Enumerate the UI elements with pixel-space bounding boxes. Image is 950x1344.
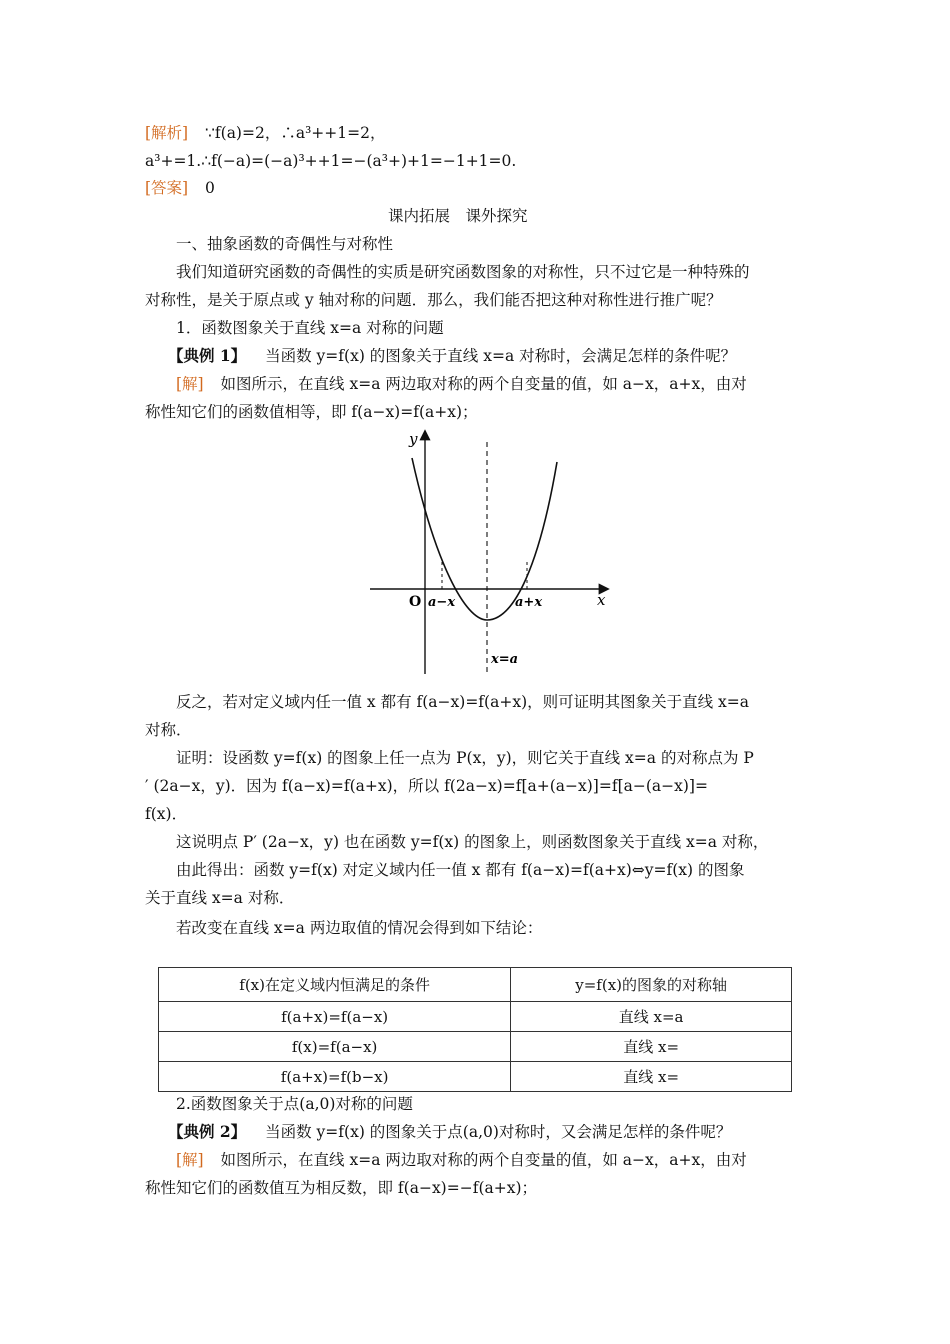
proof-line-2: ′ (2a−x，y)．因为 f(a−x)=f(a+x)，所以 f(2a−x)=f[a+(a−x)]=f[a−(a−x)]= [145,777,708,795]
subheading-2: 2.函数图象关于点(a,0)对称的问题 [176,1095,413,1113]
answer-tag: [答案] [145,179,189,197]
analysis-line-2: a³+=1.∴f(−a)=(−a)³++1=−(a³+)+1=−1+1=0. [145,152,517,170]
paragraph-4: 这说明点 P′ (2a−x，y) 也在函数 y=f(x) 的图象上，则函数图象关于直线 x=a 对称， [176,833,769,851]
heading-1: 一、抽象函数的奇偶性与对称性 [176,235,394,253]
solution-2a [176,1149,810,1171]
conclusion-line-2: 关于直线 x=a 对称． [145,889,295,907]
table-cell: f(a+x)=f(b−x) [159,1062,511,1092]
solution-1a [176,373,810,395]
example-1-tag: 【典例 1】 [168,346,247,365]
paragraph-2b: 对称． [145,721,192,739]
symmetry-axis-label: x=a [491,652,519,667]
table-header-row [159,968,792,1002]
analysis-tag: [解析] [145,124,189,142]
table-row [159,1062,792,1092]
solution-2b: 称性知它们的函数值互为相反数，即 f(a−x)=−f(a+x)； [145,1179,538,1197]
table-cell: 直线 x=a [511,1002,792,1032]
answer-text: 0 [205,179,215,197]
proof-line-3: f(x)． [145,805,188,823]
solution-1-text: 如图所示，在直线 x=a 两边取对称的两个自变量的值，如 a−x，a+x，由对 [220,375,747,393]
example-2 [168,1121,833,1143]
proof-line-1: 证明：设函数 y=f(x) 的图象上任一点为 P(x，y)，则它关于直线 x=a 的对称点为 P [176,749,754,767]
table-cell: f(x)=f(a−x) [159,1032,511,1062]
table-cell: f(a+x)=f(a−x) [159,1002,511,1032]
analysis-line [145,122,810,144]
table-row [159,1032,792,1062]
answer-line [145,177,810,199]
solution-1b: 称性知它们的函数值相等，即 f(a−x)=f(a+x)； [145,403,478,421]
table-header-cell: f(x)在定义域内恒满足的条件 [159,968,511,1002]
x-axis-label: x [597,591,606,609]
analysis-text: ∵f(a)=2，∴a³++1=2， [205,124,386,142]
parabola-figure [365,422,615,677]
solution-2-text: 如图所示，在直线 x=a 两边取对称的两个自变量的值，如 a−x，a+x，由对 [220,1151,747,1169]
paragraph-2a: 反之，若对定义域内任一值 x 都有 f(a−x)=f(a+x)，则可证明其图象关于直线 x=a [176,693,750,711]
conclusion-line-1: 由此得出：函数 y=f(x) 对定义域内任一值 x 都有 f(a−x)=f(a+x)⇔y=f(x) 的图象 [176,861,745,879]
paragraph-1a: 我们知道研究函数的奇偶性的实质是研究函数图象的对称性，只不过它是一种特殊的 [176,263,750,281]
y-axis-label: y [409,430,418,448]
table-cell: 直线 x= [511,1032,792,1062]
origin-label: O [409,594,422,610]
paragraph-6: 若改变在直线 x=a 两边取值的情况会得到如下结论： [176,919,543,937]
solution-2-tag: [解] [176,1151,204,1169]
example-2-text: 当函数 y=f(x) 的图象关于点(a,0)对称时，又会满足怎样的条件呢？ [265,1123,732,1141]
table-header-cell: y=f(x)的图象的对称轴 [511,968,792,1002]
right-point-label: a+x [515,595,543,610]
symmetry-conditions-table [158,967,792,1092]
example-1-text: 当函数 y=f(x) 的图象关于直线 x=a 对称时，会满足怎样的条件呢？ [265,347,737,365]
table-cell: 直线 x= [511,1062,792,1092]
section-title: 课内拓展 课外探究 [388,207,528,225]
paragraph-1b: 对称性，是关于原点或 y 轴对称的问题．那么，我们能否把这种对称性进行推广呢？ [145,291,722,309]
table-row [159,1002,792,1032]
subheading-1: 1．函数图象关于直线 x=a 对称的问题 [176,319,444,337]
left-point-label: a−x [428,595,456,610]
example-2-tag: 【典例 2】 [168,1122,247,1141]
example-1 [168,345,833,367]
solution-1-tag: [解] [176,375,204,393]
